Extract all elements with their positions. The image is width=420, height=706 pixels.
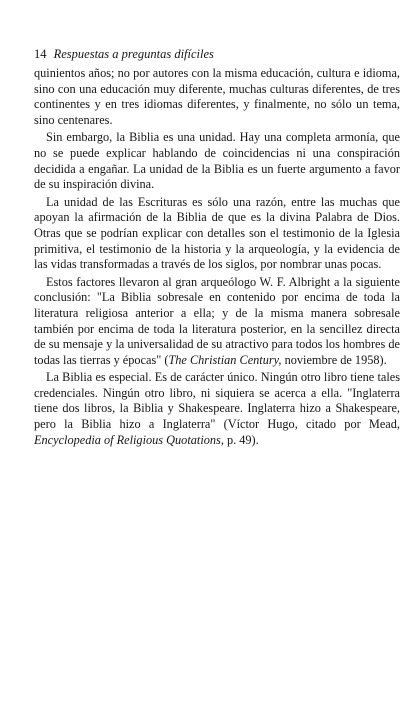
body-text: [34, 66, 400, 448]
paragraph-bible-special: [34, 370, 400, 448]
paragraph-text: noviembre de 1958).: [281, 352, 387, 367]
paragraph-other-reasons: [34, 195, 400, 273]
page-number: 14: [34, 47, 47, 61]
paragraph-continuation: [34, 66, 400, 128]
paragraph-bible-unity: [34, 130, 400, 192]
paragraph-text: quinientos años; no por autores con la misma educación, cultura e idioma, sino con una educación muy diferente, muchas culturas diferentes, de tres continentes y en tres idiomas diferentes, y finalmente, no sólo un tema, sino centenares.: [34, 66, 400, 127]
citation-title: Encyclopedia of Religious Quotations,: [34, 432, 224, 447]
paragraph-text: p. 49).: [223, 432, 259, 447]
paragraph-text: La unidad de las Escrituras es sólo una razón, entre las muchas que apoyan la afirmación de la Biblia de que es la divina Palabra de Dios. Otras que se podrían explicar con detalles son el testimonio de la Iglesia primitiva, el testimonio de la historia y la arqueología, y la evidencia de las vidas transformadas a través de los siglos, por nombrar unas pocas.: [34, 194, 400, 272]
paragraph-text: Sin embargo, la Biblia es una unidad. Hay una completa armonía, que no se puede explicar hablando de coincidencias ni una conspiración decidida a engañar. La unidad de la Biblia es un fuerte argumento a favor de su inspiración divina.: [34, 130, 400, 192]
running-head: [34, 46, 214, 62]
paragraph-text: Estos factores llevaron al gran arqueólogo W. F. Albright a la siguiente conclusión: "La Biblia sobresale en contenido por encima de toda la literatura religiosa anterior a ella; y de la misma manera sobresale también por encima de toda la literatura posterior, en la sencillez directa de su mensaje y la universalidad de su atractivo para todos los hombres de todas las tierras y épocas" (: [34, 274, 400, 367]
paragraph-albright-quote: [34, 275, 400, 369]
running-title: Respuestas a preguntas difíciles: [53, 47, 214, 61]
citation-title: The Christian Century,: [168, 352, 282, 367]
paragraph-text: La Biblia es especial. Es de carácter único. Ningún otro libro tiene tales credenciales. Ningún otro libro, ni siquiera se acerca a ella. "Inglaterra tiene dos libros, la Biblia y Shakespeare. Inglaterra hizo a Shakespeare, pero la Biblia hizo a Inglaterra" (Víctor Hugo, citado por Mead,: [34, 370, 400, 432]
